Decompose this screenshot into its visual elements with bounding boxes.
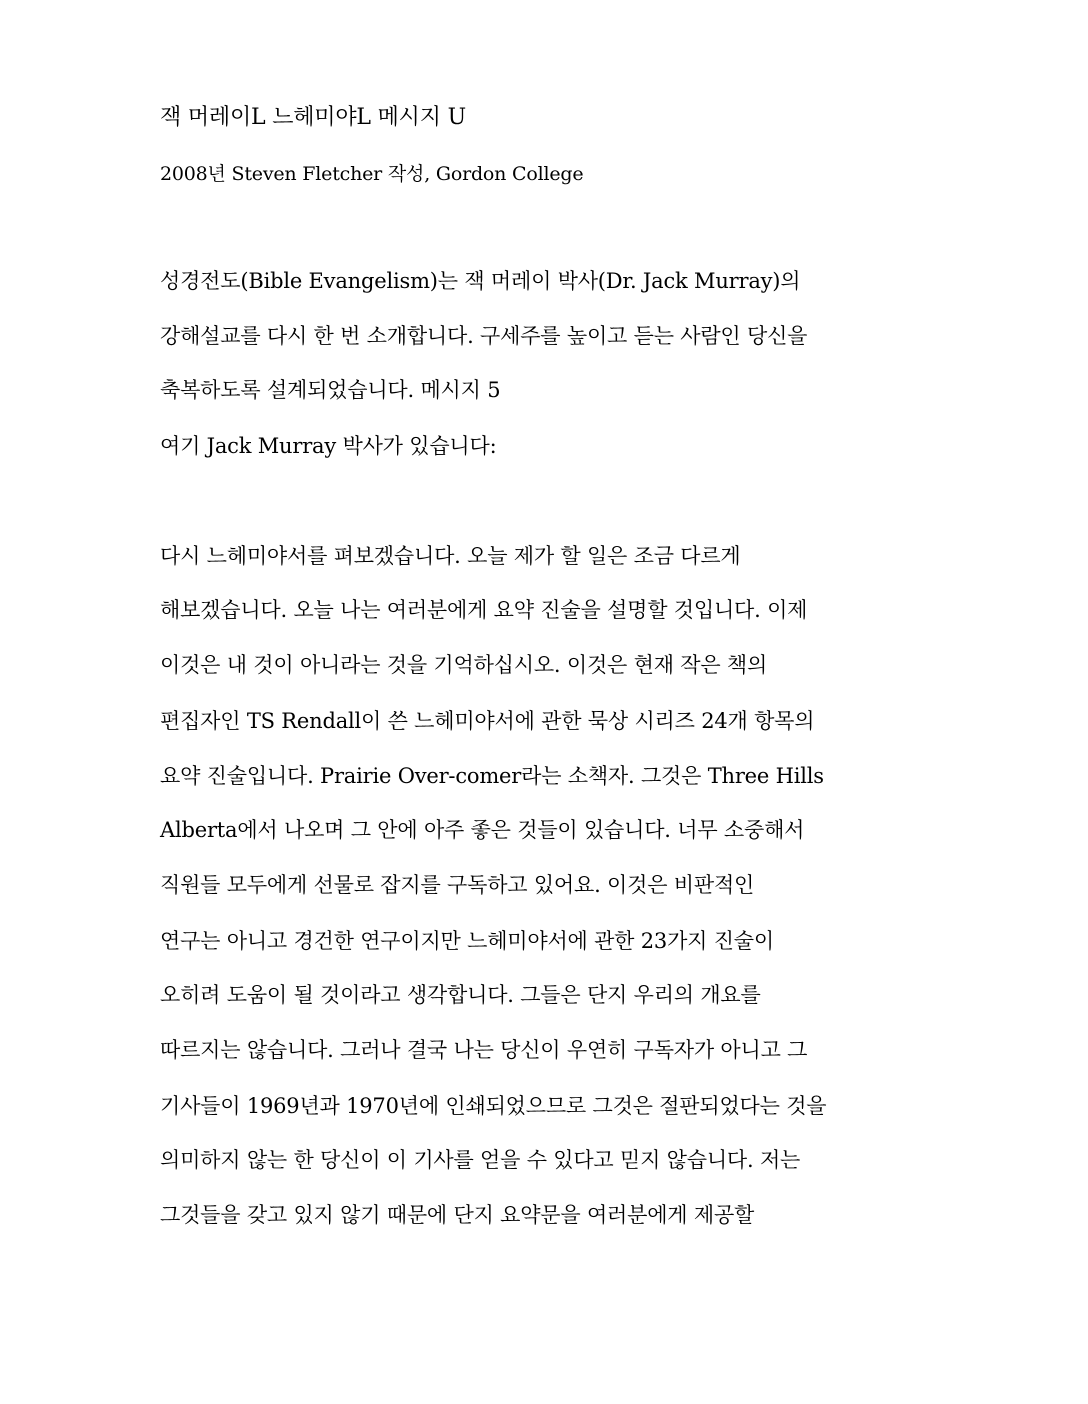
body-line: 해보겠습니다. 오늘 나는 여러분에게 요약 진술을 설명할 것입니다. 이제 [160, 598, 808, 622]
body-line: 이것은 내 것이 아니라는 것을 기억하십시오. 이것은 현재 작은 책의 [160, 653, 768, 677]
body-line: 연구는 아니고 경건한 연구이지만 느헤미야서에 관한 23가지 진술이 [160, 929, 774, 953]
body-line: 기사들이 1969년과 1970년에 인쇄되었으므로 그것은 절판되었다는 것을 [160, 1094, 827, 1118]
body-line: 그것들을 갖고 있지 않기 때문에 단지 요약문을 여러분에게 제공할 [160, 1203, 755, 1227]
intro-line: 강해설교를 다시 한 번 소개합니다. 구세주를 높이고 듣는 사람인 당신을 [160, 324, 808, 348]
body-line: Alberta에서 나오며 그 안에 아주 좋은 것들이 있습니다. 너무 소중해서 [160, 818, 805, 842]
body-line: 다시 느헤미야서를 펴보겠습니다. 오늘 제가 할 일은 조금 다르게 [160, 544, 741, 568]
body-line: 요약 진술입니다. Prairie Over-comer라는 소책자. 그것은 Three Hills [160, 764, 824, 788]
body-line: 따르지는 않습니다. 그러나 결국 나는 당신이 우연히 구독자가 아니고 그 [160, 1038, 808, 1062]
intro-line: 성경전도(Bible Evangelism)는 잭 머레이 박사(Dr. Jack Murray)의 [160, 269, 801, 293]
body-line: 편집자인 TS Rendall이 쓴 느헤미야서에 관한 묵상 시리즈 24개 항목의 [160, 709, 815, 733]
intro-line: 축복하도록 설계되었습니다. 메시지 5 [160, 378, 501, 402]
body-line: 오히려 도움이 될 것이라고 생각합니다. 그들은 단지 우리의 개요를 [160, 983, 761, 1007]
document-title: 잭 머레이L 느헤미야L 메시지 U [160, 105, 466, 130]
intro-line: 여기 Jack Murray 박사가 있습니다: [160, 434, 497, 458]
body-line: 직원들 모두에게 선물로 잡지를 구독하고 있어요. 이것은 비판적인 [160, 873, 755, 897]
body-line: 의미하지 않는 한 당신이 이 기사를 얻을 수 있다고 믿지 않습니다. 저는 [160, 1148, 801, 1172]
document-subtitle: 2008년 Steven Fletcher 작성, Gordon College [160, 163, 584, 185]
